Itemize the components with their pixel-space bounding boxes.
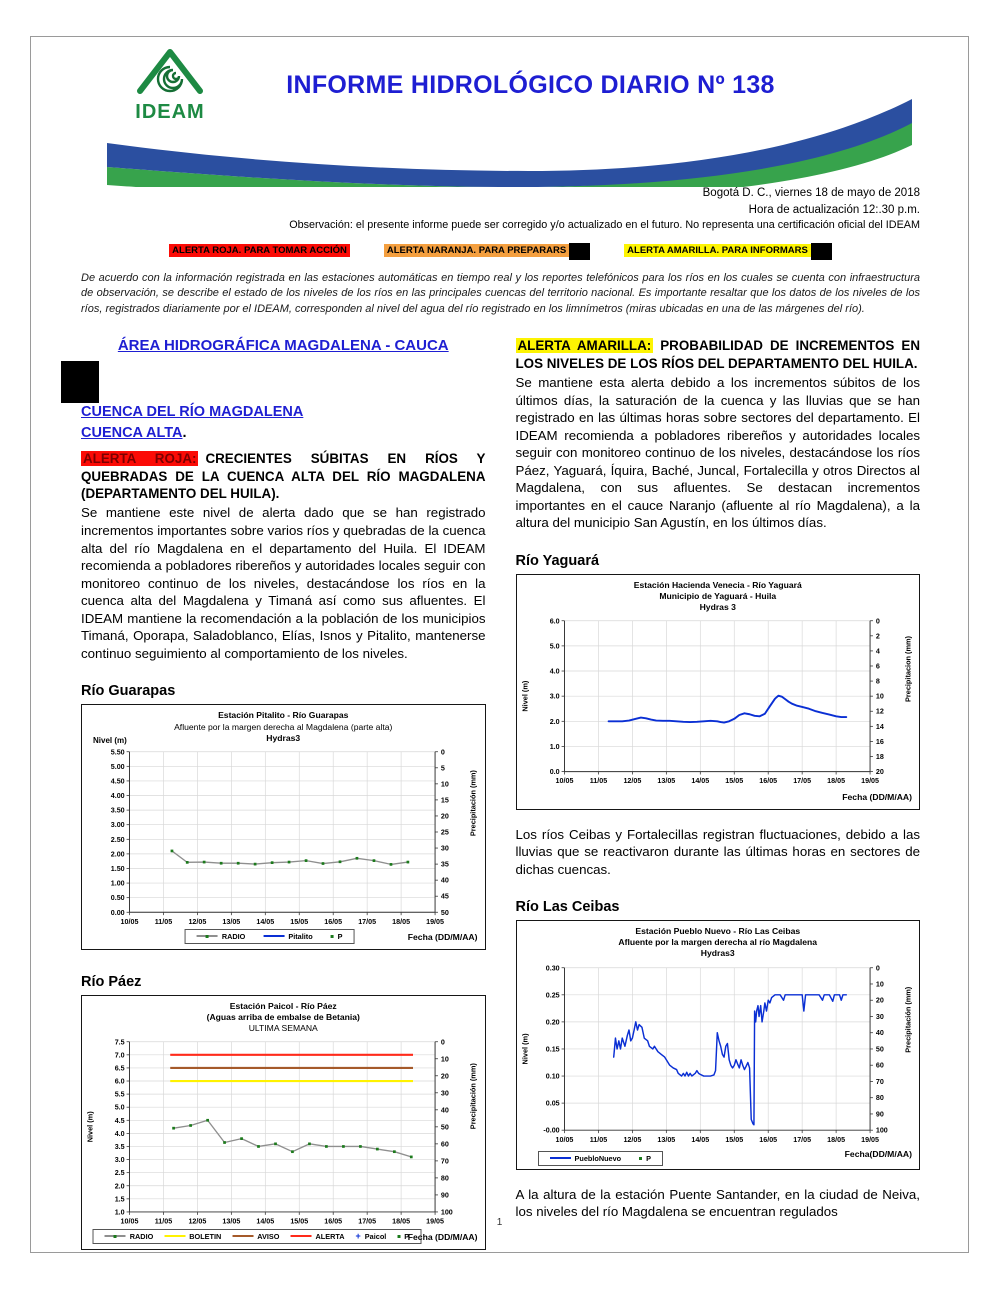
svg-text:6.0: 6.0 [549, 617, 560, 626]
svg-text:90: 90 [440, 1191, 449, 1200]
svg-text:40: 40 [875, 1028, 884, 1037]
svg-text:1.00: 1.00 [110, 879, 125, 888]
svg-text:14/05: 14/05 [256, 917, 275, 926]
svg-text:11/05: 11/05 [154, 917, 173, 926]
right-paragraph-3: A la altura de la estación Puente Santander, en la ciudad de Neiva, los niveles del río Magdalena se encuentran regulados [515, 1186, 920, 1220]
svg-text:5: 5 [440, 764, 445, 773]
alert-orange-wrap [384, 243, 590, 258]
report-meta [81, 185, 920, 234]
svg-text:8: 8 [875, 678, 880, 687]
chart-title-line: ULTIMA SEMANA [248, 1022, 318, 1033]
legend-entry: P [639, 1154, 651, 1163]
report-header [81, 45, 920, 181]
svg-text:4.00: 4.00 [110, 791, 125, 800]
right-paragraph-2: Los ríos Ceibas y Fortalecillas registran fluctuaciones, debido a las lluvias que se reactivaron durante las últimas horas en sectores de dichas cuencas. [515, 826, 920, 877]
svg-text:20: 20 [875, 768, 884, 777]
x-axis-label: Fecha(DD/M/AA) [844, 1149, 912, 1160]
svg-text:17/05: 17/05 [358, 1217, 377, 1226]
svg-text:Precipitación (mm): Precipitación (mm) [468, 1063, 478, 1130]
svg-text:10/05: 10/05 [555, 777, 573, 786]
svg-text:12/05: 12/05 [622, 1135, 641, 1144]
x-axis-label: Fecha (DD/M/AA) [407, 1231, 478, 1242]
alert-red-chip: ALERTA ROJA. PARA TOMAR ACCIÓN [169, 244, 350, 257]
rio-guarapas-chart [81, 704, 486, 949]
svg-text:4.50: 4.50 [110, 777, 125, 786]
svg-text:12/05: 12/05 [622, 777, 641, 786]
svg-text:2.0: 2.0 [549, 718, 560, 727]
svg-text:80: 80 [875, 1093, 884, 1102]
svg-text:15/05: 15/05 [290, 1217, 309, 1226]
svg-text:100: 100 [440, 1208, 453, 1217]
svg-text:4.0: 4.0 [114, 1130, 125, 1139]
chart-legend [538, 1151, 664, 1166]
svg-text:20: 20 [440, 812, 449, 821]
svg-text:10: 10 [440, 1055, 449, 1064]
chart-plot [85, 1034, 482, 1227]
ceibas-heading: Río Las Ceibas [515, 899, 620, 916]
chart-footer-row [520, 789, 917, 806]
svg-text:15/05: 15/05 [724, 777, 743, 786]
chart-legend [93, 1229, 421, 1244]
svg-text:18/05: 18/05 [826, 777, 845, 786]
chart-title-line: (Aguas arriba de embalse de Betania) [206, 1011, 360, 1022]
svg-text:3.0: 3.0 [114, 1156, 125, 1165]
svg-text:3.5: 3.5 [114, 1143, 125, 1152]
svg-text:16/05: 16/05 [758, 777, 777, 786]
svg-text:5.0: 5.0 [549, 642, 560, 651]
svg-text:45: 45 [440, 892, 449, 901]
chart-plot [520, 613, 917, 787]
svg-text:12/05: 12/05 [188, 917, 207, 926]
x-axis-label: Fecha (DD/M/AA) [842, 791, 912, 802]
svg-text:0: 0 [875, 617, 880, 626]
two-column-layout [81, 333, 920, 1249]
alert-legend-bar [81, 243, 920, 258]
svg-text:0.15: 0.15 [545, 1045, 560, 1054]
svg-text:0.00: 0.00 [110, 908, 125, 917]
cuenca-heading [81, 404, 486, 420]
cuenca-alta-text: CUENCA ALTA [81, 425, 183, 442]
right-paragraph-1: Se mantiene esta alerta debido a los incrementos súbitos de los últimos días, la saturación de la cuenca y las lluvias que se han registrado en las últimas horas sobre sectores del departamento. El IDEAM recomienda a pobladores ribereños y autoridades locales seguir con monitoreo continuo de los niveles, destacándose los ríos Páez, Yaguará, Íquira, Baché, Juncal, Fortalecilla y otros Directos al Magdalena, con sus afluentes. Se destacan incrementos importantes en el cauce Naranjo (afluente al río Magdalena), a la altura del municipio San Agustín, en los últimos días. [515, 375, 920, 531]
svg-text:Nivel (m): Nivel (m) [520, 1033, 530, 1065]
svg-text:1.0: 1.0 [114, 1208, 125, 1217]
chart-title-line: Municipio de Yaguará - Huila [659, 591, 777, 602]
legend-entry: AVISO [232, 1232, 279, 1241]
svg-text:16/05: 16/05 [324, 1217, 343, 1226]
meta-observation: Observación: el presente informe puede ser corregido y/o actualizado en el futuro. No representa una certificación oficial del IDEAM [289, 219, 920, 232]
svg-text:1.0: 1.0 [549, 743, 560, 752]
cuenca-alta-period: . [182, 425, 187, 442]
left-column [81, 333, 486, 1249]
alerta-roja-paragraph [81, 450, 486, 502]
alert-yellow-chip: ALERTA AMARILLA. PARA INFORMARS [624, 244, 811, 257]
svg-text:Precipitación (mm): Precipitación (mm) [903, 986, 913, 1053]
ideam-logo-icon [137, 47, 203, 95]
svg-text:70: 70 [875, 1077, 884, 1086]
svg-text:2: 2 [875, 632, 880, 641]
legend-entry: Pitalito [263, 932, 312, 941]
svg-text:18/05: 18/05 [392, 1217, 411, 1226]
svg-text:17/05: 17/05 [792, 777, 811, 786]
svg-text:Nivel (m): Nivel (m) [85, 1111, 95, 1143]
svg-text:100: 100 [875, 1126, 888, 1135]
chart-title-line: Hydras 3 [699, 602, 736, 613]
svg-text:15/05: 15/05 [724, 1135, 743, 1144]
rio-paez-chart [81, 995, 486, 1250]
area-heading: ÁREA HIDROGRÁFICA MAGDALENA - CAUCA [117, 337, 449, 355]
svg-text:16/05: 16/05 [758, 1135, 777, 1144]
chart-legend [185, 929, 355, 944]
svg-text:19/05: 19/05 [860, 1135, 879, 1144]
legend-entry: RADIO [105, 1232, 154, 1241]
svg-text:6: 6 [875, 662, 880, 671]
svg-text:7.5: 7.5 [114, 1038, 125, 1047]
svg-text:16: 16 [875, 738, 884, 747]
svg-text:70: 70 [440, 1157, 449, 1166]
svg-text:0: 0 [875, 963, 880, 972]
legend-entry: P [397, 1232, 409, 1241]
rio-las-ceibas-chart [516, 920, 921, 1170]
svg-text:25: 25 [440, 828, 449, 837]
svg-text:10: 10 [875, 980, 884, 989]
page-number: 1 [496, 1217, 503, 1228]
svg-text:10/05: 10/05 [555, 1135, 573, 1144]
svg-text:0.25: 0.25 [545, 990, 560, 999]
meta-location-date: Bogotá D. C., viernes 18 de mayo de 2018 [702, 187, 920, 199]
svg-text:0.05: 0.05 [545, 1099, 560, 1108]
alert-orange-chip: ALERTA NARANJA. PARA PREPARARS [384, 244, 569, 257]
chart-footer-row [520, 1146, 917, 1166]
svg-text:0.10: 0.10 [545, 1072, 560, 1081]
alerta-roja-label: ALERTA ROJA: [83, 451, 197, 467]
svg-text:11/05: 11/05 [589, 777, 607, 786]
cuenca-heading-text: CUENCA DEL RÍO MAGDALENA [81, 404, 304, 421]
svg-text:60: 60 [440, 1140, 449, 1149]
svg-text:15: 15 [440, 796, 449, 805]
svg-text:13/05: 13/05 [222, 917, 241, 926]
legend-entry: PuebloNuevo [550, 1154, 622, 1163]
alert-yellow-wrap [624, 243, 832, 258]
svg-text:11/05: 11/05 [589, 1135, 607, 1144]
intro-paragraph: De acuerdo con la información registrada en las estaciones automáticas en tiempo real y los reportes telefónicos para los ríos en los cuales se cuenta con infraestructura de observación, se describe el estado de los niveles de los ríos en las principales cuencas del territorio nacional. Es importante resaltar que los datos de los niveles de los ríos, registrados diariamente por el IDEAM, corresponden al nivel del agua del río registrado en los limnímetros (miras ubicadas en una de las márgenes del río). [81, 271, 920, 315]
svg-text:6.0: 6.0 [114, 1077, 125, 1086]
svg-text:10/05: 10/05 [120, 917, 139, 926]
svg-text:50: 50 [440, 1123, 449, 1132]
svg-text:5.50: 5.50 [110, 748, 125, 757]
svg-text:0.20: 0.20 [545, 1018, 560, 1027]
svg-text:16/05: 16/05 [324, 917, 343, 926]
page-title: INFORME HIDROLÓGICO DIARIO Nº 138 [286, 71, 775, 99]
svg-text:6.5: 6.5 [114, 1064, 125, 1073]
svg-text:17/05: 17/05 [792, 1135, 811, 1144]
svg-text:0: 0 [440, 1038, 445, 1047]
svg-text:19/05: 19/05 [860, 777, 879, 786]
svg-text:1.5: 1.5 [114, 1195, 125, 1204]
legend-entry: BOLETIN [164, 1232, 221, 1241]
legend-entry: + Paicol [355, 1231, 387, 1242]
svg-text:Nivel (m): Nivel (m) [520, 681, 530, 713]
cuenca-alta-heading [81, 425, 486, 441]
guarapas-heading: Río Guarapas [81, 683, 176, 700]
svg-text:12/05: 12/05 [188, 1217, 207, 1226]
svg-text:2.5: 2.5 [114, 1169, 125, 1178]
ideam-logo-text: IDEAM [135, 101, 205, 123]
svg-text:4.0: 4.0 [549, 667, 560, 676]
chart-footer-row [85, 929, 482, 946]
legend-entry: P [331, 932, 343, 941]
alerta-amarilla-title: PROBABILIDAD DE INCREMENTOS EN LOS NIVELES DE LOS RÍOS DEL DEPARTAMENTO DEL HUILA. [515, 338, 920, 371]
svg-text:0.50: 0.50 [110, 894, 125, 903]
chart-title-line: Estación Paicol - Río Páez [229, 1000, 337, 1011]
svg-text:0: 0 [440, 748, 445, 757]
svg-text:80: 80 [440, 1174, 449, 1183]
svg-text:30: 30 [440, 844, 449, 853]
svg-text:18/05: 18/05 [392, 917, 411, 926]
paez-heading: Río Páez [81, 973, 142, 990]
svg-text:13/05: 13/05 [656, 1135, 675, 1144]
svg-text:30: 30 [875, 1012, 884, 1021]
chart-title-line: Hydras3 [266, 732, 301, 743]
svg-text:2.00: 2.00 [110, 850, 125, 859]
svg-text:7.0: 7.0 [114, 1051, 125, 1060]
svg-text:14/05: 14/05 [690, 777, 709, 786]
yaguara-heading: Río Yaguará [515, 552, 600, 569]
svg-text:-0.00: -0.00 [542, 1126, 560, 1135]
left-paragraph-1: Se mantiene este nivel de alerta dado que se han registrado incrementos importantes sobre varios ríos y quebradas de la cuenca alta del río Magdalena en el departamento del Huila. El IDEAM recomienda a pobladores ribereños y autoridades locales seguir con monitoreo continuo de los niveles, destacándose los ríos en la cuenca alta del Magdalena y Timaná así como sus afluentes. El IDEAM mantiene la recomendación a la población de los municipios Timaná, Oporapa, Saladoblanco, Elías, Isnos y Pitalito, mantenerse continuo seguimiento al comportamiento de los niveles. [81, 505, 486, 661]
svg-text:30: 30 [440, 1089, 449, 1098]
alerta-roja-title: CRECIENTES SÚBITAS EN RÍOS Y QUEBRADAS DE LA CUENCA ALTA DEL RÍO MAGDALENA (DEPARTAMENTO DEL HUILA). [81, 451, 486, 501]
x-axis-label: Fecha (DD/M/AA) [407, 931, 478, 942]
svg-text:18: 18 [875, 753, 884, 762]
svg-text:40: 40 [440, 876, 449, 885]
svg-text:20: 20 [440, 1072, 449, 1081]
legend-entry: ALERTA [290, 1232, 344, 1241]
svg-text:4.5: 4.5 [114, 1116, 125, 1125]
svg-text:10/05: 10/05 [120, 1217, 139, 1226]
svg-text:10: 10 [875, 693, 884, 702]
svg-text:14/05: 14/05 [256, 1217, 275, 1226]
chart-title-line: Estación Hacienda Venecia - Río Yaguará [633, 579, 802, 590]
svg-text:17/05: 17/05 [358, 917, 377, 926]
chart-title-line: Afluente por la margen derecha al río Magdalena [618, 937, 818, 948]
svg-text:10: 10 [440, 780, 449, 789]
svg-text:11/05: 11/05 [154, 1217, 173, 1226]
svg-text:2.50: 2.50 [110, 835, 125, 844]
svg-text:14: 14 [875, 723, 884, 732]
chart-title-line: Afluente por la margen derecha al Magdalena (parte alta) [174, 721, 393, 732]
svg-text:3.50: 3.50 [110, 806, 125, 815]
svg-text:4: 4 [875, 647, 880, 656]
svg-text:5.5: 5.5 [114, 1090, 125, 1099]
svg-text:5.00: 5.00 [110, 762, 125, 771]
svg-text:2.0: 2.0 [114, 1182, 125, 1191]
alerta-amarilla-paragraph [516, 337, 921, 372]
ideam-logo [111, 47, 229, 124]
right-column [516, 333, 921, 1249]
svg-text:13/05: 13/05 [222, 1217, 241, 1226]
svg-text:40: 40 [440, 1106, 449, 1115]
alerta-amarilla-label: ALERTA AMARILLA: [517, 338, 652, 354]
svg-text:35: 35 [440, 860, 449, 869]
svg-text:15/05: 15/05 [290, 917, 309, 926]
svg-text:60: 60 [875, 1061, 884, 1070]
svg-text:14/05: 14/05 [690, 1135, 709, 1144]
chart-footer-row [85, 1229, 482, 1246]
chart-plot [520, 960, 917, 1146]
svg-text:18/05: 18/05 [826, 1135, 845, 1144]
svg-text:50: 50 [440, 908, 449, 917]
svg-text:20: 20 [875, 996, 884, 1005]
redaction-box [811, 243, 832, 260]
svg-text:13/05: 13/05 [656, 777, 675, 786]
svg-text:19/05: 19/05 [426, 917, 445, 926]
svg-text:5.0: 5.0 [114, 1103, 125, 1112]
svg-text:3.00: 3.00 [110, 821, 125, 830]
redaction-box [61, 361, 99, 403]
svg-text:50: 50 [875, 1045, 884, 1054]
redaction-box [569, 243, 590, 260]
chart-title-line: Hydras3 [700, 948, 735, 959]
chart-plot [85, 744, 482, 928]
report-page [30, 36, 969, 1253]
y-axis-label: Nivel (m) [93, 736, 127, 746]
svg-text:Precipitación (mm): Precipitación (mm) [468, 769, 478, 836]
meta-update-time: Hora de actualización 12:.30 p.m. [748, 203, 920, 216]
svg-text:3.0: 3.0 [549, 693, 560, 702]
svg-text:19/05: 19/05 [426, 1217, 445, 1226]
alert-red-wrap [169, 244, 350, 257]
svg-text:1.50: 1.50 [110, 864, 125, 873]
svg-text:90: 90 [875, 1110, 884, 1119]
chart-title-line: Estación Pitalito - Río Guarapas [218, 710, 349, 721]
svg-text:12: 12 [875, 708, 884, 717]
svg-text:Precipitacion (mm): Precipitacion (mm) [903, 636, 913, 703]
svg-text:0.30: 0.30 [545, 963, 560, 972]
rio-yaguara-chart [516, 574, 921, 810]
chart-title-line: Estación Pueblo Nuevo - Río Las Ceibas [635, 926, 801, 937]
svg-text:0.0: 0.0 [549, 768, 560, 777]
legend-entry: RADIO [197, 932, 246, 941]
